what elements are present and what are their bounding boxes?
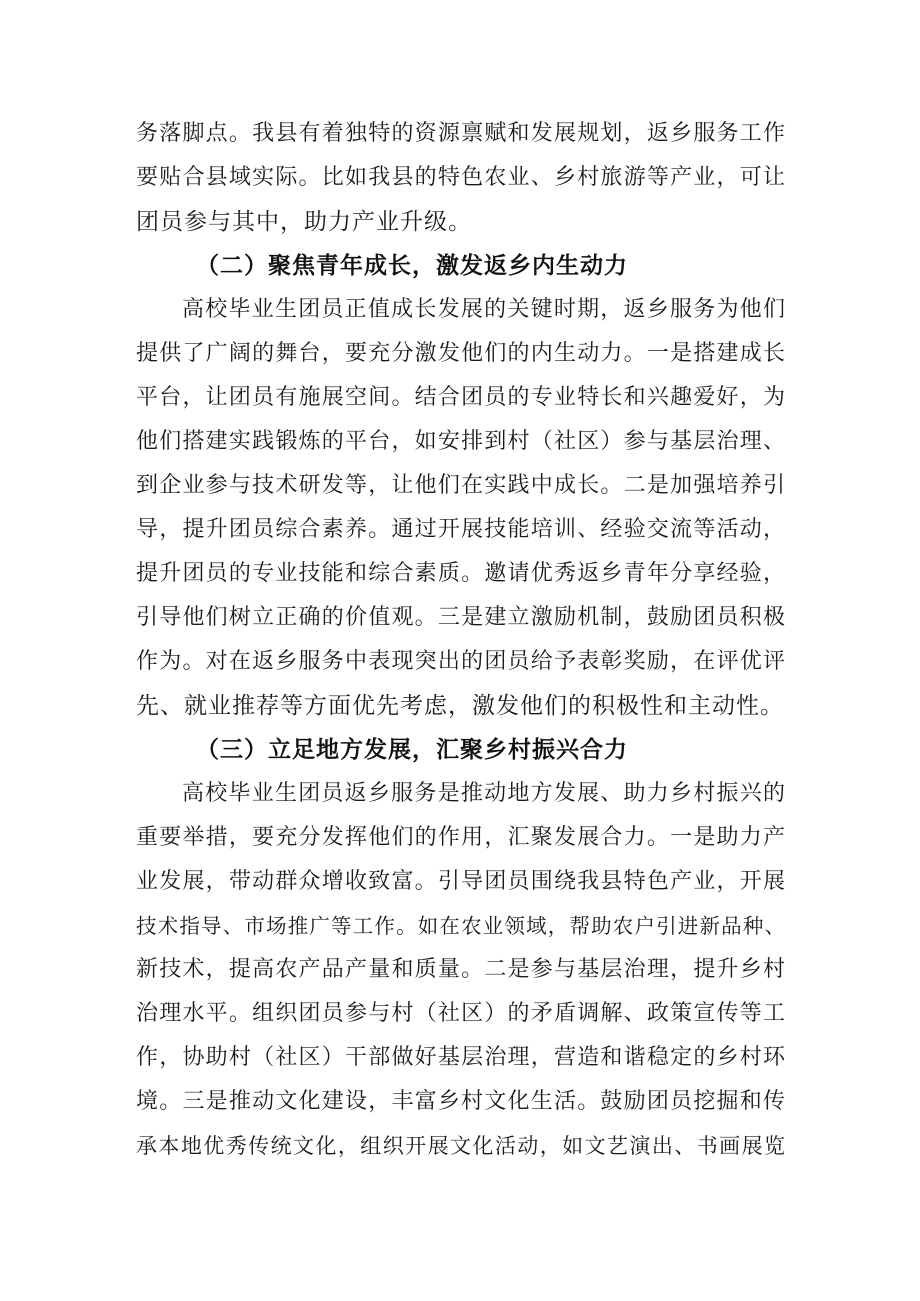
paragraph-line: 作，协助村（社区）干部做好基层治理，营造和谐稳定的乡村环 [136,1045,786,1070]
section-heading-2: （二）聚焦青年成长，激发返乡内生动力 [196,253,628,279]
paragraph-line: 提供了广阔的舞台，要充分激发他们的内生动力。一是搭建成长 [136,341,786,366]
paragraph-line: 要贴合县域实际。比如我县的特色农业、乡村旅游等产业，可让 [136,165,786,190]
paragraph-line: 业发展，带动群众增收致富。引导团员围绕我县特色产业，开展 [136,869,786,894]
paragraph-line: 他们搭建实践锻炼的平台，如安排到村（社区）参与基层治理、 [136,429,786,454]
paragraph-line: 引导他们树立正确的价值观。三是建立激励机制，鼓励团员积极 [136,605,786,630]
section-heading-3: （三）立足地方发展，汇聚乡村振兴合力 [196,737,628,763]
paragraph-line: 平台，让团员有施展空间。结合团员的专业特长和兴趣爱好，为 [136,385,786,410]
paragraph-line: 新技术，提高农产品产量和质量。二是参与基层治理，提升乡村 [136,957,786,982]
paragraph-line: 境。三是推动文化建设，丰富乡村文化生活。鼓励团员挖掘和传 [136,1089,786,1114]
paragraph-line: 作为。对在返乡服务中表现突出的团员给予表彰奖励，在评优评 [136,649,786,674]
paragraph-line: 到企业参与技术研发等，让他们在实践中成长。二是加强培养引 [136,473,786,498]
paragraph-line: 提升团员的专业技能和综合素质。邀请优秀返乡青年分享经验， [136,561,786,586]
paragraph-line: 高校毕业生团员正值成长发展的关键时期，返乡服务为他们 [182,297,786,322]
paragraph-line: 务落脚点。我县有着独特的资源禀赋和发展规划，返乡服务工作 [136,121,786,146]
paragraph-line: 团员参与其中，助力产业升级。 [136,209,472,235]
paragraph-line: 重要举措，要充分发挥他们的作用，汇聚发展合力。一是助力产 [136,825,786,850]
paragraph-line: 高校毕业生团员返乡服务是推动地方发展、助力乡村振兴的 [182,781,786,806]
paragraph-line: 导，提升团员综合素养。通过开展技能培训、经验交流等活动， [136,517,786,542]
paragraph-line: 承本地优秀传统文化，组织开展文化活动，如文艺演出、书画展览 [136,1134,786,1158]
paragraph-line: 先、就业推荐等方面优先考虑，激发他们的积极性和主动性。 [136,693,784,719]
paragraph-line: 技术指导、市场推广等工作。如在农业领域，帮助农户引进新品种、 [136,914,786,938]
paragraph-line: 治理水平。组织团员参与村（社区）的矛盾调解、政策宣传等工 [136,1001,786,1026]
